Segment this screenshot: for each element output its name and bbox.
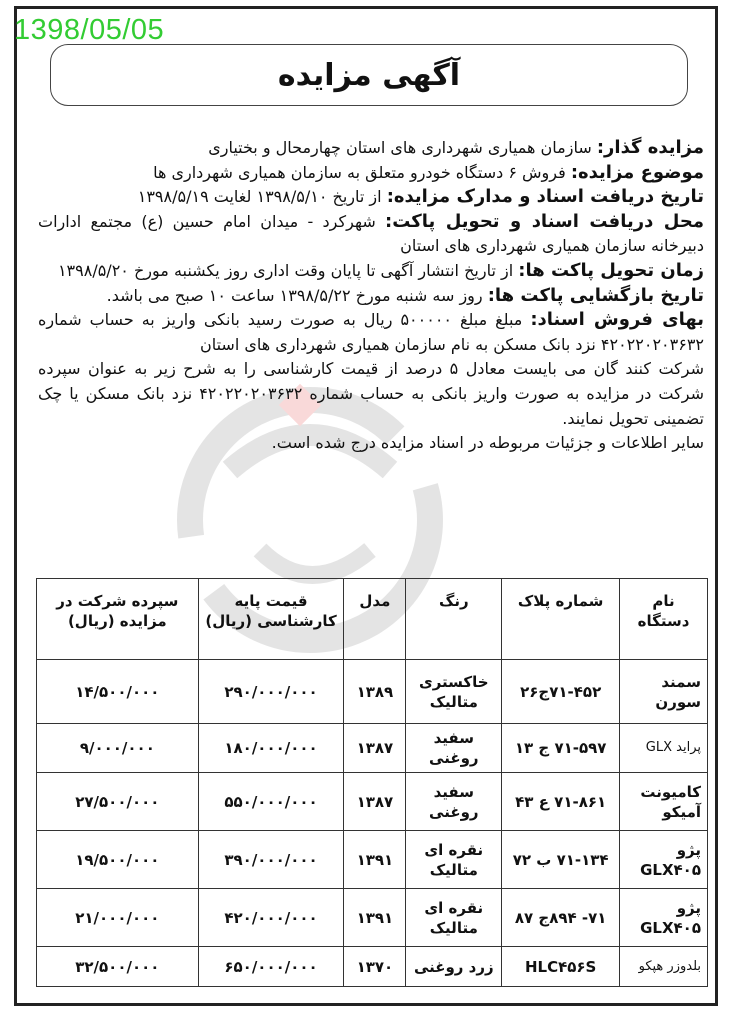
cell-model: ۱۳۹۱	[344, 831, 406, 889]
paragraph-docs-date: تاریخ دریافت اسناد و مدارک مزایده: از تاریخ ۱۳۹۸/۵/۱۰ لغایت ۱۳۹۸/۵/۱۹	[137, 186, 704, 208]
paragraph-docs-price: بهای فروش اسناد: مبلغ مبلغ ۵۰۰۰۰۰ ریال به صورت رسید بانکی واریز به حساب شماره ۴۲۰۲۲۰۲۰۳۶۳۲ نزد بانک مسکن به نام سازمان همیاری شهرداری های استان	[38, 309, 704, 354]
cell-model: ۱۳۸۹	[344, 660, 406, 724]
table-row	[37, 773, 708, 831]
paragraph-other-info: سایر اطلاعات و جزئیات مربوطه در اسناد مزایده درج شده است.	[271, 433, 704, 453]
table-row	[37, 889, 708, 947]
cell-color: سفید روغنی	[406, 724, 502, 773]
paragraph-opening: تاریخ بازگشایی پاکت ها: روز سه شنبه مورخ ۱۳۹۸/۵/۲۲ ساعت ۱۰ صبح می باشد.	[106, 284, 704, 306]
paragraph-subject: موضوع مزایده: فروش ۶ دستگاه خودرو متعلق به سازمان همیاری شهرداری ها	[153, 161, 704, 183]
cell-plate: HLC۴۵۶S	[502, 947, 620, 987]
cell-plate: ۷۱-۵۹۷ ج ۱۳	[502, 724, 620, 773]
header-color: رنگ	[406, 579, 502, 660]
cell-model: ۱۳۹۱	[344, 889, 406, 947]
table-row	[37, 660, 708, 724]
cell-name: سمند سورن	[620, 660, 708, 724]
paragraph-location: محل دریافت اسناد و تحویل پاکت: شهرکرد - میدان امام حسین (ع) مجتمع ادارات دبیرخانه سازمان همیاری شهرداری های استان	[38, 210, 704, 256]
cell-deposit: ۲۱/۰۰۰/۰۰۰	[37, 889, 199, 947]
cell-color: نقره ای متالیک	[406, 831, 502, 889]
cell-plate: ۷۱-۸۶۱ ع ۴۳	[502, 773, 620, 831]
page-title: آگهی مزایده	[277, 57, 461, 93]
paragraph-delivery-time: زمان تحویل پاکت ها: از تاریخ انتشار آگهی تا پایان وقت اداری روز یکشنبه مورخ ۱۳۹۸/۵/۲۰	[57, 259, 704, 281]
cell-price: ۶۵۰/۰۰۰/۰۰۰	[198, 947, 344, 987]
cell-price: ۱۸۰/۰۰۰/۰۰۰	[198, 724, 344, 773]
date-stamp: 1398/05/05	[14, 14, 165, 46]
table-row	[37, 724, 708, 773]
cell-plate: ۷۱- ۸۹۴ج ۸۷	[502, 889, 620, 947]
header-price: قیمت پایه کارشناسی (ریال)	[198, 579, 344, 660]
cell-price: ۴۲۰/۰۰۰/۰۰۰	[198, 889, 344, 947]
cell-name: پژو GLX۴۰۵	[620, 889, 708, 947]
cell-color: نقره ای متالیک	[406, 889, 502, 947]
cell-model: ۱۳۷۰	[344, 947, 406, 987]
cell-plate: ۷۱-۴۵۲ج۲۶	[502, 660, 620, 724]
cell-price: ۲۹۰/۰۰۰/۰۰۰	[198, 660, 344, 724]
cell-deposit: ۳۲/۵۰۰/۰۰۰	[37, 947, 199, 987]
header-name: نام دستگاه	[620, 579, 708, 660]
cell-price: ۳۹۰/۰۰۰/۰۰۰	[198, 831, 344, 889]
table-row	[37, 947, 708, 987]
header-plate: شماره پلاک	[502, 579, 620, 660]
header-deposit: سپرده شرکت در مزایده (ریال)	[37, 579, 199, 660]
paragraph-deposit: شرکت کنند گان می بایست معادل ۵ درصد از قیمت کارشناسی را به شرح زیر به عنوان سپرده شرکت در مزایده به صورت واریز بانکی به حساب شماره ۴۲۰۲۲۰۲۰۳۶۳۲ نزد بانک مسکن یا چک تضمینی تحویل نمایند.	[38, 359, 705, 428]
header-model: مدل	[344, 579, 406, 660]
paragraph-auctioneer: مزایده گذار: سازمان همیاری شهرداری های استان چهارمحال و بختیاری	[208, 137, 704, 158]
table-row	[37, 831, 708, 889]
cell-name: بلدوزر هپکو	[620, 947, 708, 987]
table-header-row	[37, 579, 708, 660]
cell-plate: ۷۱-۱۳۴ ب ۷۲	[502, 831, 620, 889]
cell-deposit: ۱۴/۵۰۰/۰۰۰	[37, 660, 199, 724]
cell-price: ۵۵۰/۰۰۰/۰۰۰	[198, 773, 344, 831]
cell-color: سفید روغنی	[406, 773, 502, 831]
cell-name: پراید GLX	[620, 724, 708, 773]
cell-model: ۱۳۸۷	[344, 773, 406, 831]
cell-deposit: ۲۷/۵۰۰/۰۰۰	[37, 773, 199, 831]
cell-color: خاکستری متالیک	[406, 660, 502, 724]
cell-color: زرد روغنی	[406, 947, 502, 987]
cell-deposit: ۱۹/۵۰۰/۰۰۰	[37, 831, 199, 889]
title-box	[50, 44, 688, 106]
cell-model: ۱۳۸۷	[344, 724, 406, 773]
notice-body	[38, 136, 704, 456]
vehicles-table	[36, 578, 708, 987]
cell-deposit: ۹/۰۰۰/۰۰۰	[37, 724, 199, 773]
cell-name: پژو GLX۴۰۵	[620, 831, 708, 889]
cell-name: کامیونت آمیکو	[620, 773, 708, 831]
